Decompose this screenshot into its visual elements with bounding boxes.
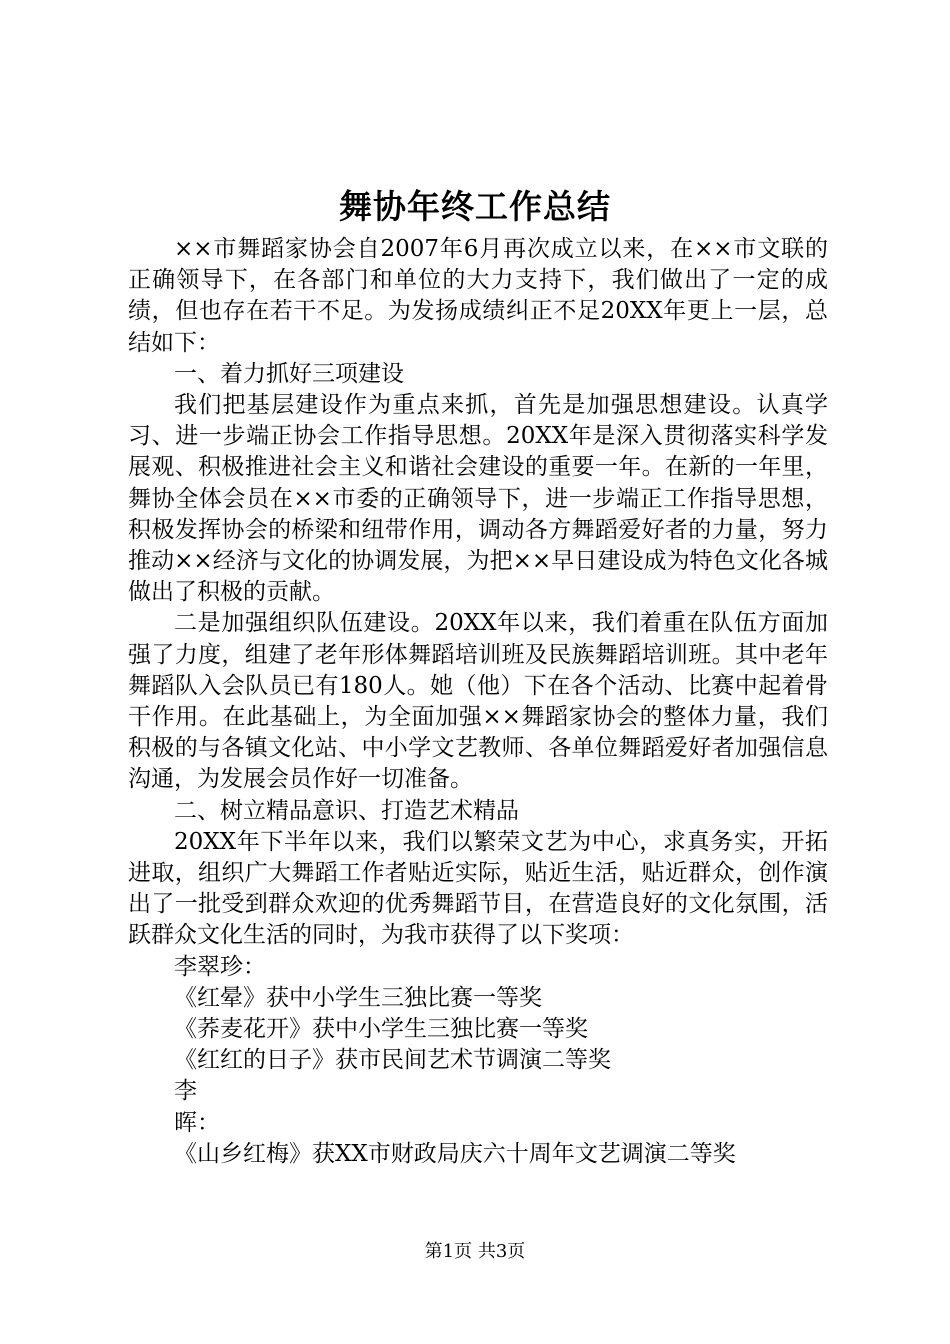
section-heading-2: 二、树立精品意识、打造艺术精品 [174, 797, 519, 824]
document-body [128, 234, 828, 1170]
award-winner-name: 李翠珍： [174, 953, 266, 980]
body-paragraph: 二是加强组织队伍建设。20XX年以来，我们着重在队伍方面加强了力度，组建了老年形体舞蹈培训班及民族舞蹈培训班。其中老年舞蹈队入会队员已有180人。她（他）下在各个活动、比赛中起着骨干作用。在此基础上，为全面加强××舞蹈家协会的整体力量，我们积极的与各镇文化站、中小学文艺教师、各单位舞蹈爱好者加强信息沟通，为发展会员作好一切准备。 [128, 610, 828, 793]
award-item: 《山乡红梅》获XX市财政局庆六十周年文艺调演二等奖 [174, 1140, 736, 1167]
award-winner-name: 晖： [174, 1109, 220, 1136]
award-item: 《红红的日子》获市民间艺术节调演二等奖 [174, 1047, 611, 1074]
award-item: 《荞麦花开》获中小学生三独比赛一等奖 [174, 1016, 588, 1043]
intro-paragraph: ××市舞蹈家协会自2007年6月再次成立以来，在××市文联的正确领导下，在各部门和单位的大力支持下，我们做出了一定的成绩，但也存在若干不足。为发扬成绩纠正不足20XX年更上一层，总结如下： [128, 236, 828, 356]
award-item: 《红晕》获中小学生三独比赛一等奖 [174, 984, 542, 1011]
body-paragraph: 我们把基层建设作为重点来抓，首先是加强思想建设。认真学习、进一步端正协会工作指导思想。20XX年是深入贯彻落实科学发展观、积极推进社会主义和谐社会建设的重要一年。在新的一年里，舞协全体会员在××市委的正确领导下，进一步端正工作指导思想，积极发挥协会的桥梁和纽带作用，调动各方舞蹈爱好者的力量，努力推动××经济与文化的协调发展，为把××早日建设成为特色文化各城做出了积极的贡献。 [128, 392, 828, 606]
body-paragraph: 20XX年下半年以来，我们以繁荣文艺为中心，求真务实，开拓进取，组织广大舞蹈工作者贴近实际，贴近生活，贴近群众，创作演出了一批受到群众欢迎的优秀舞蹈节目，在营造良好的文化氛围，活跃群众文化生活的同时，为我市获得了以下奖项： [128, 828, 828, 949]
section-heading-1: 一、着力抓好三项建设 [174, 360, 404, 387]
document-title: 舞协年终工作总结 [339, 187, 611, 226]
page-number-footer: 第1页 共3页 [424, 1241, 526, 1262]
award-winner-name: 李 [174, 1078, 197, 1105]
